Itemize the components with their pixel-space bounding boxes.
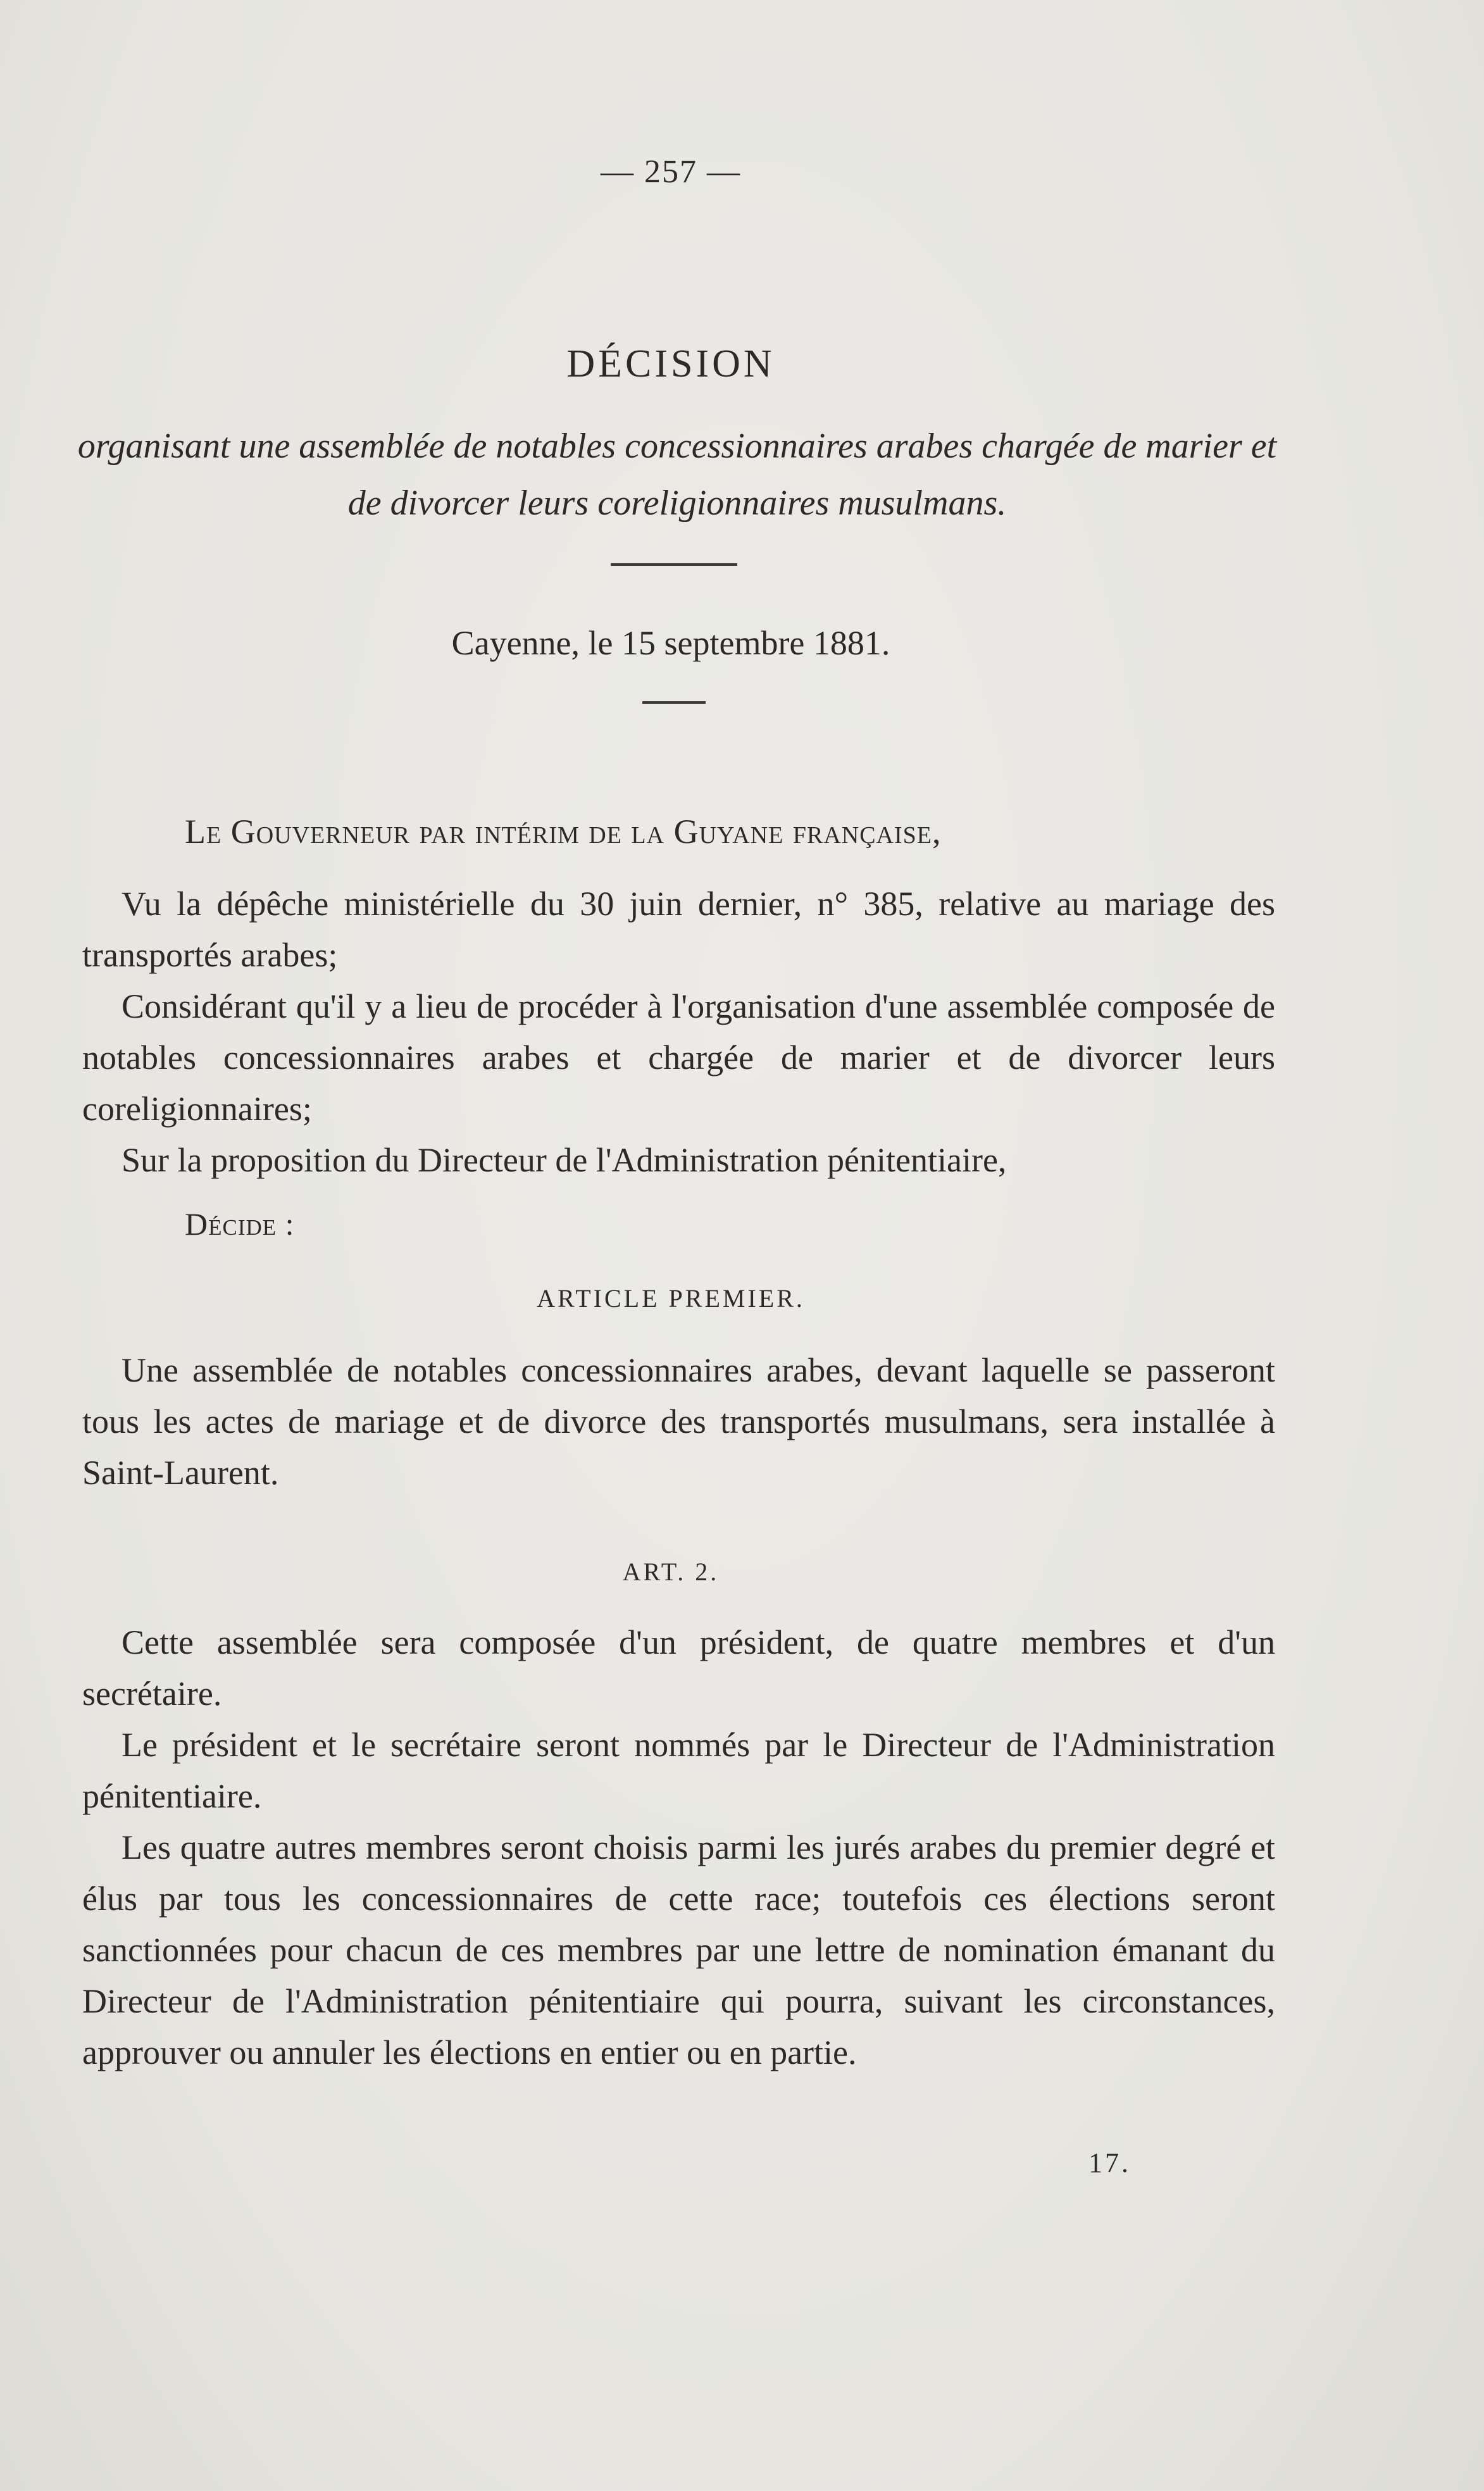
article-body	[82, 1617, 1275, 2078]
article-heading: ARTICLE PREMIER.	[537, 1284, 805, 1313]
considerations-block	[82, 878, 1275, 1186]
title-divider	[611, 563, 737, 566]
signature-mark: 17.	[1088, 2147, 1131, 2178]
consideration-paragraph: Sur la proposition du Directeur de l'Administration pénitentiaire,	[122, 1141, 1007, 1179]
page-number: — 257 —	[601, 154, 741, 190]
dateline-divider	[642, 701, 706, 704]
article-paragraph: Le président et le secrétaire seront nommés par le Directeur de l'Administration pénitentiaire.	[82, 1726, 1275, 1815]
dateline: Cayenne, le 15 septembre 1881.	[451, 624, 890, 662]
authority-line: Le Gouverneur par intérim de la Guyane française,	[185, 813, 942, 851]
article-heading: ART. 2.	[622, 1558, 720, 1586]
document-subtitle: organisant une assemblée de notables concessionnaires arabes chargée de marier et de divorcer leurs coreligionnaires musulmans.	[77, 427, 1277, 523]
document-title: DÉCISION	[566, 342, 775, 385]
article-paragraph: Cette assemblée sera composée d'un président, de quatre membres et d'un secrétaire.	[82, 1623, 1275, 1713]
article-body	[82, 1345, 1275, 1499]
article-paragraph: Les quatre autres membres seront choisis parmi les jurés arabes du premier degré et élus par tous les concessionnaires de cette race; toutefois ces élections seront sanctionnées pour chacun de ces membres par une lettre de nomination émanant du Directeur de l'Administration pénitentiaire qui pourra, suivant les circonstances, approuver ou annuler les élections en entier ou en partie.	[82, 1828, 1275, 2071]
article-paragraph: Une assemblée de notables concessionnaires arabes, devant laquelle se passeront tous les actes de mariage et de divorce des transportés musulmans, sera installée à Saint-Laurent.	[82, 1351, 1275, 1492]
consideration-paragraph: Vu la dépêche ministérielle du 30 juin dernier, n° 385, relative au mariage des transportés arabes;	[82, 885, 1275, 974]
decide-label: Décide :	[185, 1206, 295, 1242]
consideration-paragraph: Considérant qu'il y a lieu de procéder à l'organisation d'une assemblée composée de notables concessionnaires arabes et chargée de marier et de divorcer leurs coreligionnaires;	[82, 987, 1275, 1128]
